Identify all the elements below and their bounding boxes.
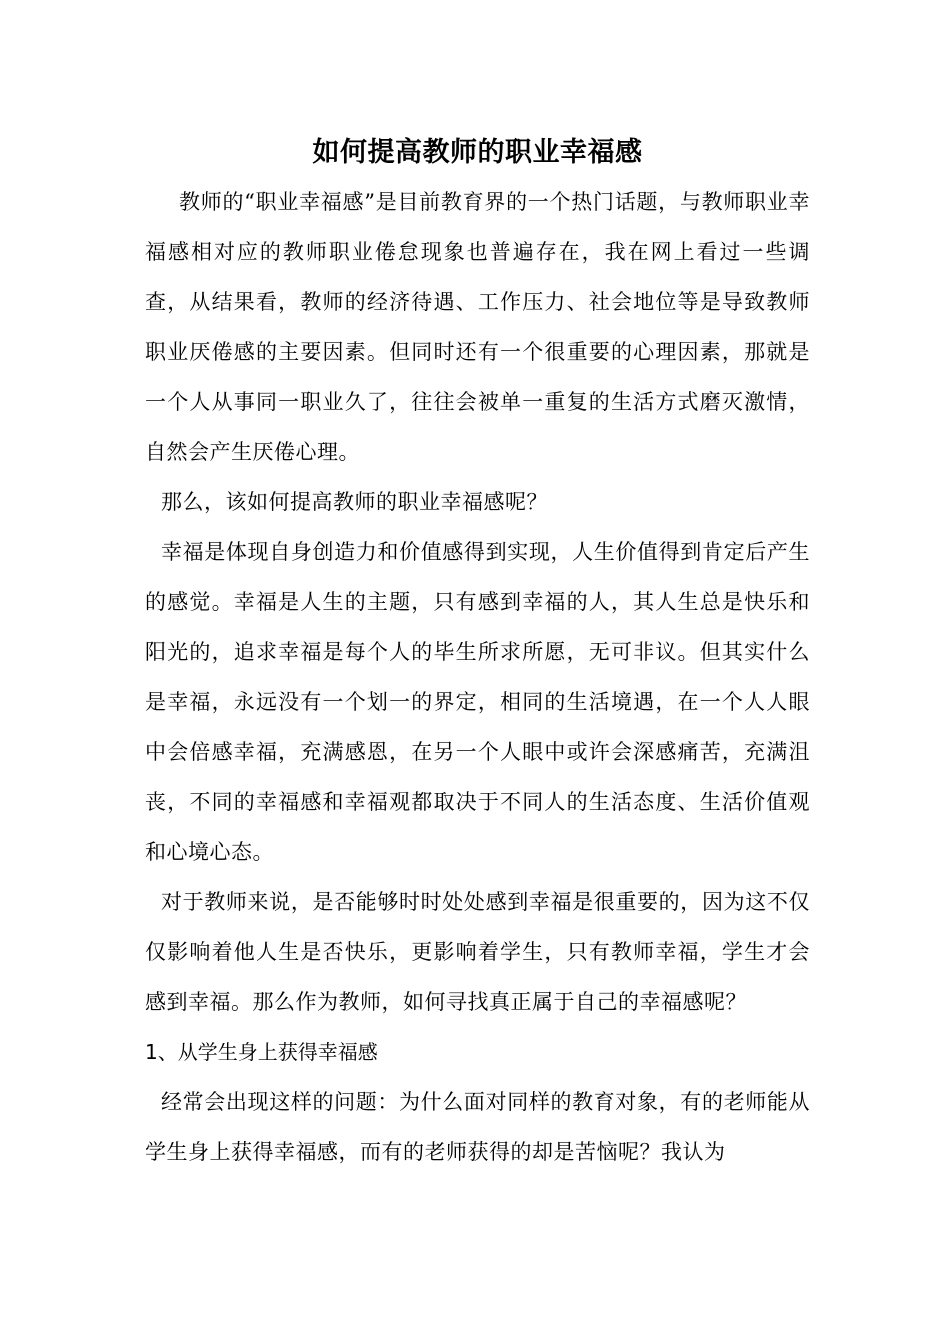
paragraph-question: 那么，该如何提高教师的职业幸福感呢？ [161,490,548,514]
document-content [145,133,810,1177]
paragraph-happiness-definition: 幸福是体现自身创造力和价值感得到实现，人生价值得到肯定后产生的感觉。幸福是人生的主题，只有感到幸福的人，其人生总是快乐和阳光的，追求幸福是每个人的毕生所求所愿，无可非议。但其实什么是幸福，永远没有一个划一的界定，相同的生活境遇，在一个人人眼中会倍感幸福，充满感恩，在另一个人眼中或许会深感痛苦，充满沮丧，不同的幸福感和幸福观都取决于不同人的生活态度、生活价值观和心境心态。 [145,540,810,864]
paragraph-section-1: 经常会出现这样的问题：为什么面对同样的教育对象，有的老师能从学生身上获得幸福感，而有的老师获得的却是苦恼呢？我认为 [145,1090,810,1164]
paragraph-intro: 教师的“职业幸福感”是目前教育界的一个热门话题，与教师职业幸福感相对应的教师职业倦怠现象也普遍存在，我在网上看过一些调查，从结果看，教师的经济待遇、工作压力、社会地位等是导致教师职业厌倦感的主要因素。但同时还有一个很重要的心理因素，那就是一个人从事同一职业久了，往往会被单一重复的生活方式磨灭激情，自然会产生厌倦心理。 [145,190,810,464]
paragraph-teacher-happiness: 对于教师来说，是否能够时时处处感到幸福是很重要的，因为这不仅仅影响着他人生是否快乐，更影响着学生，只有教师幸福，学生才会感到幸福。那么作为教师，如何寻找真正属于自己的幸福感呢？ [145,890,810,1014]
document-title: 如何提高教师的职业幸福感 [312,137,643,168]
section-heading-1: 1、从学生身上获得幸福感 [145,1040,378,1064]
